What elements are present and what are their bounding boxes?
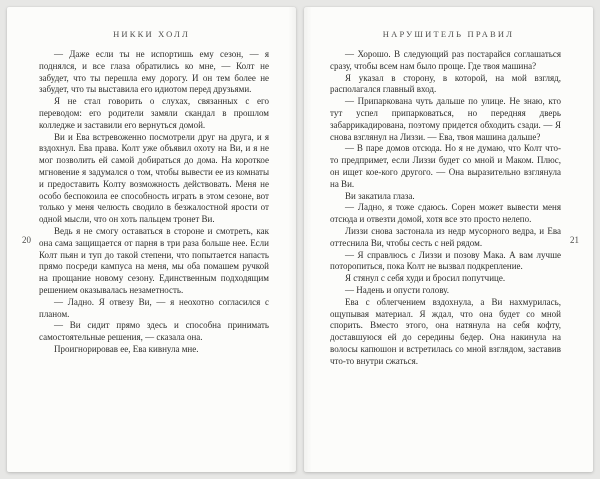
paragraph: Ведь я не смогу оставаться в стороне и смотреть, как она сама защищается от парня в три раза больше нее. Если Колт пьян и туп до такой степени, что попытается напасть прямо посреди кампуса на меня, мы оба помашем ручкой на прощание новому сезону. Единственным подходящим решением оказывалась незаметность. — [39, 225, 269, 295]
paragraph: Я указал в сторону, в которой, на мой взгляд, располагался главный вход. — [330, 72, 561, 95]
paragraph: Я стянул с себя худи и бросил попутчице. — [345, 273, 506, 284]
right-page — [304, 7, 593, 472]
left-page — [7, 7, 296, 472]
paragraph: — Ладно, я тоже сдаюсь. Сорен может вывести меня отсюда и отвезти домой, хотя все это просто нелепо. — [330, 202, 561, 225]
paragraph: Ви закатила глаза. — [345, 190, 415, 201]
paragraph: — Припаркована чуть дальше по улице. Не знаю, кто тут успел припарковаться, но передняя дверь забаррикадирована, поэтому придется обходить сзади. — Я снова взглянул на Лиззи. — Ева, твоя машина дальше? — [330, 96, 561, 142]
paragraph: — Ладно. Я отвезу Ви, — я неохотно согласился с планом. — [39, 296, 269, 319]
running-header-left: НИККИ ХОЛЛ — [113, 29, 190, 39]
running-header-right: НАРУШИТЕЛЬ ПРАВИЛ — [382, 29, 515, 39]
paragraph: — Даже если ты не испортишь ему сезон, — я поднялся, и все глаза обратились ко мне, — Колт не забудет, что ты перешла ему дорогу. И он тем более не забудет, что ты выставила его идиотом перед друзьями. — [39, 49, 269, 95]
paragraph: Ви и Ева встревоженно посмотрели друг на друга, и я вздохнул. Ева права. Колт уже объявил охоту на Ви, и я не мог позволить ей самой добираться до дома. На короткое мгновение я задумался о том, чтобы вывести ее из комнаты и предоставить Колту возможность действовать. Меня не особо беспокоила ее способность играть в этом сезоне, вот только у меня челюсть сводило в безжалостной ярости от одной мысли, что он хоть пальцем тронет Ви. — [39, 131, 269, 225]
paragraph: Я не стал говорить о слухах, связанных с его переводом: его родители замяли скандал в прошлом колледже и заставили его вернуться домой. — [39, 96, 269, 130]
paragraph: Ева с облегчением вздохнула, а Ви нахмурилась, ощупывая материал. Я ждал, что она будет со мной спорить. Вместо этого, она натянула на себя кофту, доставшуюся ей до середины бедер. Она накинула на волосы капюшон и встретилась со мной взглядом, заставив что-то внутри сжаться. — [330, 296, 561, 366]
paragraph: — Ви сидит прямо здесь и способна принимать самостоятельные решения, — сказала она. — [39, 320, 269, 343]
paragraph: — Хорошо. В следующий раз постарайся соглашаться сразу, чтобы всем нам было проще. Где твоя машина? — [330, 49, 561, 71]
paragraph: — Надень и опусти голову. — [345, 284, 449, 295]
paragraph: Лиззи снова застонала из недр мусорного ведра, и Ева оттеснила Ви, чтобы сесть с ней рядом. — [330, 225, 561, 248]
page-number-right: 21 — [570, 235, 579, 245]
left-page-text — [39, 49, 269, 460]
right-page-text — [330, 49, 561, 460]
page-number-left: 20 — [22, 235, 31, 245]
paragraph: — Я справлюсь с Лиззи и позову Мака. А вам лучше поторопиться, пока Колт не вызвал подкрепление. — [330, 249, 561, 272]
paragraph: — В паре домов отсюда. Но я не думаю, что Колт что-то предпримет, если Лиззи будет со мной и Маком. Плюс, он ищет кое-кого другого. — Она выразительно взглянула на Ви. — [330, 143, 561, 189]
paragraph: Проигнорировав ее, Ева кивнула мне. — [54, 343, 199, 354]
